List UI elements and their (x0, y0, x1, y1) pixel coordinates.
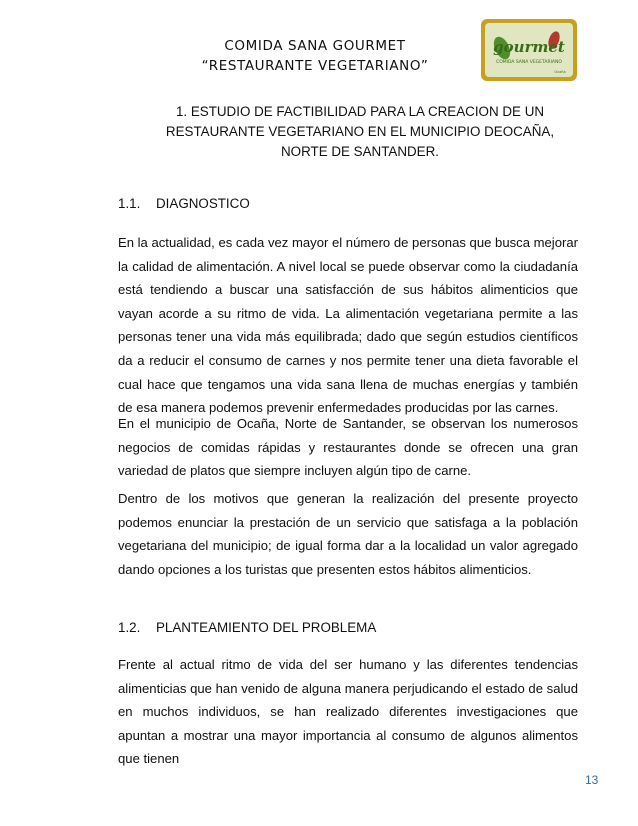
logo-main-text: gourmet (493, 38, 565, 56)
paragraph: Dentro de los motivos que generan la realización del presente proyecto podemos enunciar la prestación de un servicio que satisfaga a la población vegetariana del municipio; de igual forma dar a la localidad un valor agregado dando opciones a los turistas que presenten estos hábitos alimenticios. (118, 491, 578, 577)
subsection-heading-planteamiento (118, 620, 376, 635)
header-line-1: COMIDA SANA GOURMET (224, 38, 406, 54)
section-title (160, 102, 560, 162)
header-line-2: “RESTAURANTE VEGETARIANO” (201, 58, 429, 74)
page-number: 13 (585, 773, 599, 787)
restaurant-logo (480, 18, 578, 82)
subsection-number: 1.2. (118, 620, 141, 635)
section-title-line-1: 1. ESTUDIO DE FACTIBILIDAD PARA LA CREACION DE UN (175, 104, 545, 119)
logo-sub-text: COMIDA SANA VEGETARIANO (496, 60, 562, 65)
subsection-heading-diagnostico (118, 196, 250, 211)
section-title-line-2: RESTAURANTE VEGETARIANO EN EL MUNICIPIO DEOCAÑA, (165, 124, 555, 139)
paragraph: Frente al actual ritmo de vida del ser humano y las diferentes tendencias alimenticias que han venido de alguna manera perjudicando el estado de salud en muchos individuos, se han realizado diferentes investigaciones que apuntan a mostrar una mayor importancia al consumo de algunos alimentos que tienen (118, 657, 578, 767)
subsection-title: PLANTEAMIENTO DEL PROBLEMA (156, 620, 377, 635)
subsection-title: DIAGNOSTICO (156, 196, 250, 211)
section-title-line-3: NORTE DE SANTANDER. (281, 144, 439, 159)
document-header (150, 36, 480, 76)
paragraph: En el municipio de Ocaña, Norte de Santander, se observan los numerosos negocios de comidas rápidas y restaurantes donde se ofrecen una gran variedad de platos que siempre incluyen algún tipo de carne. (118, 416, 578, 479)
paragraph: En la actualidad, es cada vez mayor el número de personas que busca mejorar la calidad de alimentación. A nivel local se puede observar como la ciudadanía está tendiendo a buscar una satisfacción de sus hábitos alimenticios que vayan acorde a su ritmo de vida. La alimentación vegetariana permite a las personas tener una vida más equilibrada; dado que según estudios científicos da a reducir el consumo de carnes y nos permite tener una dieta favorable el cual hace que tengamos una vida sana llena de muchas energías y también de esa manera podemos prevenir enfermedades producidas por las carnes. (118, 235, 578, 416)
logo-small-text: Ocaña (554, 70, 566, 74)
subsection-number: 1.1. (118, 196, 141, 211)
